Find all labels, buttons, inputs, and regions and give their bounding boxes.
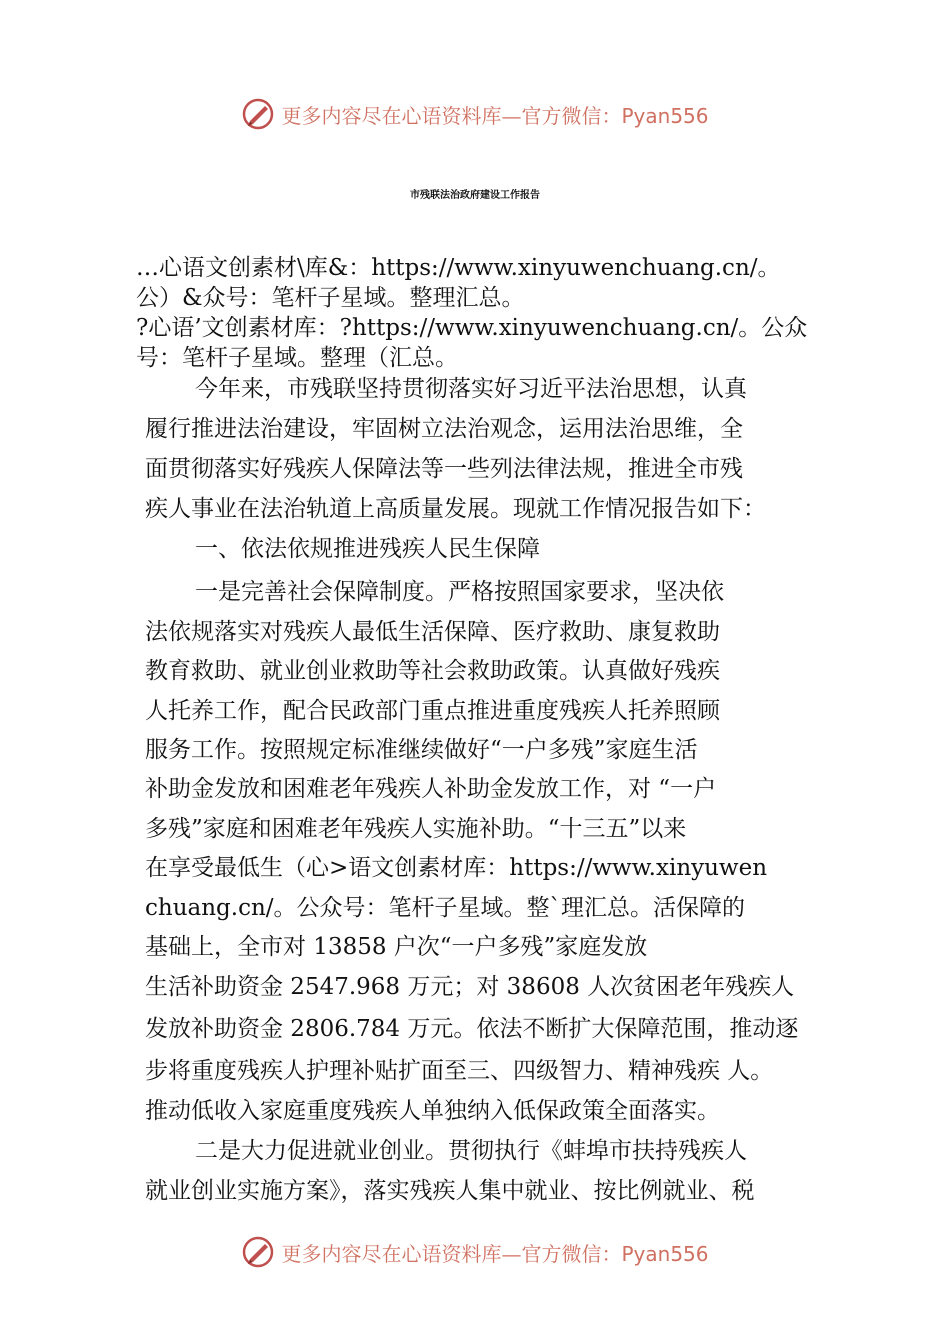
section-heading: 一、依法依规推进残疾人民生保障 [195, 536, 540, 562]
text-line: 号：笔杆子星域。整理（汇总。 [136, 345, 458, 371]
text-line: 面贯彻落实好残疾人保障法等一些列法律法规，推进全市残 [145, 456, 743, 482]
text-line: 在享受最低生（心>语文创素材库：https://www.xinyuwen [145, 855, 768, 881]
text-line: 服务工作。按照规定标准继续做好“一户多残”家庭生活 [145, 737, 698, 763]
text-line: …心语文创素材\库&：https://www.xinyuwenchuang.cn/。 [136, 255, 781, 281]
text-line: 疾人事业在法治轨道上高质量发展。现就工作情况报告如下： [145, 496, 766, 522]
text-line: 步将重度残疾人护理补贴扩面至三、四级智力、精神残疾 人。 [145, 1058, 774, 1084]
header-banner-text: 更多内容尽在心语资料库—官方微信：Pyan556 [281, 103, 709, 128]
text-line: 人托养工作，配合民政部门重点推进重度残疾人托养照顾 [145, 698, 720, 724]
text-line: 推动低收入家庭重度残疾人单独纳入低保政策全面落实。 [145, 1098, 720, 1124]
text-line: 今年来，市残联坚持贯彻落实好习近平法治思想，认真 [195, 376, 747, 402]
text-line: 补助金发放和困难老年残疾人补助金发放工作，对 “一户 [145, 776, 717, 802]
page-title: 市残联法治政府建设工作报告 [410, 190, 540, 201]
text-line: ?心语’文创素材库：?https://www.xinyuwenchuang.cn/。公众 [136, 315, 808, 341]
text-line: 生活补助资金 2547.968 万元；对 38608 人次贫困老年残疾人 [145, 974, 795, 1000]
pen-logo-icon [241, 1235, 275, 1269]
text-line: 多残”家庭和困难老年残疾人实施补助。“十三五”以来 [145, 816, 687, 842]
text-line: 公）&众号：笔杆子星域。整理汇总。 [136, 285, 525, 311]
text-line: chuang.cn/。公众号：笔杆子星域。整`理汇总。活保障的 [145, 895, 746, 921]
text-line: 履行推进法治建设，牢固树立法治观念，运用法治思维，全 [145, 416, 743, 442]
text-line: 教育救助、就业创业救助等社会救助政策。认真做好残疾 [145, 658, 720, 684]
text-line: 一是完善社会保障制度。严格按照国家要求，坚决依 [195, 579, 724, 605]
text-line: 就业创业实施方案》，落实残疾人集中就业、按比例就业、税 [145, 1178, 755, 1204]
text-line: 基础上，全市对 13858 户次“一户多残”家庭发放 [145, 934, 648, 960]
pen-logo-icon [241, 97, 275, 131]
footer-watermark-banner [0, 1232, 950, 1272]
text-line: 发放补助资金 2806.784 万元。依法不断扩大保障范围，推动逐 [145, 1016, 799, 1042]
footer-banner-text: 更多内容尽在心语资料库—官方微信：Pyan556 [281, 1241, 709, 1266]
text-line: 二是大力促进就业创业。贯彻执行《蚌埠市扶持残疾人 [195, 1138, 747, 1164]
header-watermark-banner [0, 94, 950, 134]
text-line: 法依规落实对残疾人最低生活保障、医疗救助、康复救助 [145, 619, 720, 645]
